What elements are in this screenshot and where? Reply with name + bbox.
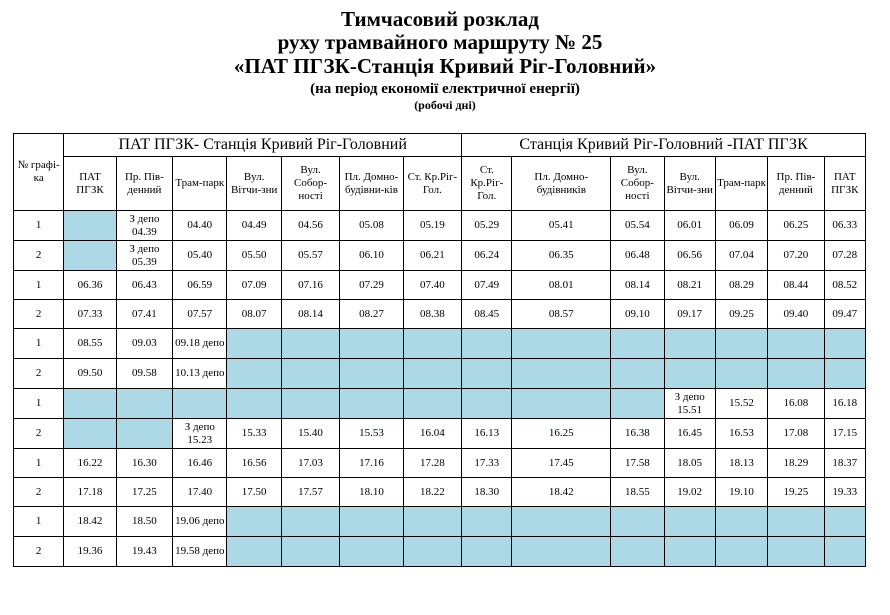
graph-number-cell: 1 xyxy=(14,271,64,300)
stop-header: ПАТ ПГЗК xyxy=(824,157,865,211)
time-cell: 19.43 xyxy=(116,537,172,567)
table-row xyxy=(14,449,866,478)
direction-1-header: ПАТ ПГЗК- Станція Кривий Ріг-Головний xyxy=(64,134,462,157)
time-cell xyxy=(403,537,461,567)
time-cell: 17.40 xyxy=(173,478,227,507)
time-cell: 16.30 xyxy=(116,449,172,478)
time-cell: 08.55 xyxy=(64,329,116,359)
stop-header: Вул. Вітчи-зни xyxy=(664,157,715,211)
title-workdays-note: (робочі дні) xyxy=(414,98,476,112)
time-cell: 17.15 xyxy=(824,419,865,449)
time-cell: 18.55 xyxy=(611,478,664,507)
time-cell xyxy=(227,507,281,537)
time-cell: 06.35 xyxy=(512,241,611,271)
time-cell xyxy=(462,329,512,359)
time-cell xyxy=(462,389,512,419)
time-cell xyxy=(611,537,664,567)
time-cell: 19.25 xyxy=(768,478,824,507)
time-cell: 08.21 xyxy=(664,271,715,300)
time-cell: 08.38 xyxy=(403,300,461,329)
stop-header: Вул. Собор-ності xyxy=(281,157,339,211)
graph-number-cell: 1 xyxy=(14,507,64,537)
time-cell: 07.20 xyxy=(768,241,824,271)
time-cell xyxy=(173,389,227,419)
table-row xyxy=(14,537,866,567)
time-cell xyxy=(281,537,339,567)
time-cell: 05.40 xyxy=(173,241,227,271)
time-cell: 07.09 xyxy=(227,271,281,300)
time-cell xyxy=(116,419,172,449)
time-cell xyxy=(281,389,339,419)
time-cell: 08.01 xyxy=(512,271,611,300)
time-cell: 09.18 депо xyxy=(173,329,227,359)
time-cell: 06.09 xyxy=(715,211,767,241)
stop-header: Вул. Собор-ності xyxy=(611,157,664,211)
table-row xyxy=(14,389,866,419)
time-cell: 17.57 xyxy=(281,478,339,507)
stop-header: Трам-парк xyxy=(173,157,227,211)
time-cell: 16.38 xyxy=(611,419,664,449)
time-cell: 07.29 xyxy=(340,271,403,300)
time-cell: 05.29 xyxy=(462,211,512,241)
table-row xyxy=(14,329,866,359)
time-cell: 17.18 xyxy=(64,478,116,507)
stop-header: Вул. Вітчи-зни xyxy=(227,157,281,211)
time-cell: 09.10 xyxy=(611,300,664,329)
time-cell xyxy=(227,537,281,567)
time-cell xyxy=(403,507,461,537)
time-cell xyxy=(403,389,461,419)
time-cell: 08.14 xyxy=(281,300,339,329)
stop-header: ПАТ ПГЗК xyxy=(64,157,116,211)
time-cell: 06.21 xyxy=(403,241,461,271)
time-cell xyxy=(281,507,339,537)
time-cell xyxy=(64,389,116,419)
time-cell: 08.29 xyxy=(715,271,767,300)
time-cell: 05.50 xyxy=(227,241,281,271)
time-cell: 08.52 xyxy=(824,271,865,300)
time-cell: 18.22 xyxy=(403,478,461,507)
time-cell xyxy=(824,537,865,567)
time-cell: 09.17 xyxy=(664,300,715,329)
time-cell: З депо 15.51 xyxy=(664,389,715,419)
time-cell: 19.10 xyxy=(715,478,767,507)
time-cell: 18.29 xyxy=(768,449,824,478)
time-cell xyxy=(340,507,403,537)
time-cell xyxy=(664,507,715,537)
time-cell xyxy=(611,329,664,359)
time-cell: 16.56 xyxy=(227,449,281,478)
time-cell xyxy=(664,329,715,359)
time-cell: 16.08 xyxy=(768,389,824,419)
table-row xyxy=(14,300,866,329)
time-cell: 07.28 xyxy=(824,241,865,271)
time-cell: 08.27 xyxy=(340,300,403,329)
time-cell xyxy=(715,329,767,359)
time-cell: 08.57 xyxy=(512,300,611,329)
graph-number-cell: 2 xyxy=(14,419,64,449)
time-cell: 07.04 xyxy=(715,241,767,271)
time-cell xyxy=(768,507,824,537)
time-cell: 18.50 xyxy=(116,507,172,537)
table-row xyxy=(14,271,866,300)
time-cell xyxy=(403,359,461,389)
graph-number-cell: 1 xyxy=(14,211,64,241)
table-row xyxy=(14,211,866,241)
time-cell: 05.19 xyxy=(403,211,461,241)
time-cell xyxy=(281,359,339,389)
time-cell: 17.58 xyxy=(611,449,664,478)
time-cell: 06.33 xyxy=(824,211,865,241)
time-cell: 09.03 xyxy=(116,329,172,359)
timetable-heading xyxy=(0,8,890,112)
time-cell: 15.33 xyxy=(227,419,281,449)
time-cell: 04.56 xyxy=(281,211,339,241)
title-line-2: руху трамвайного маршруту № 25 xyxy=(277,30,603,54)
time-cell xyxy=(611,507,664,537)
table-row xyxy=(14,419,866,449)
time-cell: 19.58 депо xyxy=(173,537,227,567)
time-cell: 17.50 xyxy=(227,478,281,507)
time-cell: 17.25 xyxy=(116,478,172,507)
graph-number-cell: 2 xyxy=(14,241,64,271)
time-cell xyxy=(512,507,611,537)
time-cell: 19.36 xyxy=(64,537,116,567)
schedule-body xyxy=(14,211,866,567)
time-cell: 16.22 xyxy=(64,449,116,478)
time-cell: 17.16 xyxy=(340,449,403,478)
time-cell xyxy=(462,537,512,567)
time-cell: 08.14 xyxy=(611,271,664,300)
time-cell: 18.42 xyxy=(64,507,116,537)
time-cell xyxy=(340,537,403,567)
time-cell: 04.49 xyxy=(227,211,281,241)
time-cell xyxy=(715,507,767,537)
graph-number-cell: 1 xyxy=(14,329,64,359)
time-cell xyxy=(462,359,512,389)
time-cell xyxy=(512,329,611,359)
time-cell: 06.48 xyxy=(611,241,664,271)
time-cell: 08.07 xyxy=(227,300,281,329)
time-cell: 04.40 xyxy=(173,211,227,241)
stops-header-row xyxy=(14,157,866,211)
time-cell: 08.45 xyxy=(462,300,512,329)
time-cell: 09.58 xyxy=(116,359,172,389)
time-cell: 07.57 xyxy=(173,300,227,329)
time-cell: 09.25 xyxy=(715,300,767,329)
stop-header: Ст. Кр.Ріг-Гол. xyxy=(462,157,512,211)
time-cell xyxy=(611,389,664,419)
time-cell xyxy=(768,537,824,567)
time-cell xyxy=(340,389,403,419)
time-cell: 16.04 xyxy=(403,419,461,449)
time-cell: 18.05 xyxy=(664,449,715,478)
time-cell xyxy=(664,537,715,567)
title-route-name: «ПАТ ПГЗК-Станція Кривий Ріг-Головний» xyxy=(233,54,657,78)
time-cell: 07.16 xyxy=(281,271,339,300)
graph-number-header: № графі-ка xyxy=(14,134,64,211)
time-cell: 06.56 xyxy=(664,241,715,271)
table-row xyxy=(14,359,866,389)
time-cell xyxy=(611,359,664,389)
graph-number-cell: 2 xyxy=(14,359,64,389)
time-cell: 15.40 xyxy=(281,419,339,449)
time-cell xyxy=(824,507,865,537)
time-cell: 19.33 xyxy=(824,478,865,507)
stop-header: Трам-парк xyxy=(715,157,767,211)
time-cell: 06.59 xyxy=(173,271,227,300)
time-cell xyxy=(824,329,865,359)
time-cell: 15.52 xyxy=(715,389,767,419)
time-cell xyxy=(64,241,116,271)
time-cell: 16.46 xyxy=(173,449,227,478)
time-cell xyxy=(512,389,611,419)
time-cell: 05.41 xyxy=(512,211,611,241)
time-cell: 17.03 xyxy=(281,449,339,478)
time-cell: 06.43 xyxy=(116,271,172,300)
time-cell: 09.50 xyxy=(64,359,116,389)
time-cell: 05.54 xyxy=(611,211,664,241)
table-row xyxy=(14,241,866,271)
graph-number-cell: 2 xyxy=(14,537,64,567)
time-cell: 06.36 xyxy=(64,271,116,300)
time-cell: 06.25 xyxy=(768,211,824,241)
time-cell: 07.40 xyxy=(403,271,461,300)
time-cell: З депо 05.39 xyxy=(116,241,172,271)
time-cell: 06.10 xyxy=(340,241,403,271)
time-cell: З депо 15.23 xyxy=(173,419,227,449)
time-cell xyxy=(768,359,824,389)
time-cell xyxy=(64,419,116,449)
time-cell: З депо 04.39 xyxy=(116,211,172,241)
time-cell: 06.24 xyxy=(462,241,512,271)
time-cell xyxy=(462,507,512,537)
direction-header-row xyxy=(14,134,866,157)
table-row xyxy=(14,478,866,507)
time-cell xyxy=(512,359,611,389)
time-cell: 19.06 депо xyxy=(173,507,227,537)
time-cell xyxy=(227,389,281,419)
time-cell xyxy=(340,359,403,389)
graph-number-cell: 2 xyxy=(14,300,64,329)
time-cell: 16.13 xyxy=(462,419,512,449)
time-cell: 05.08 xyxy=(340,211,403,241)
time-cell: 17.33 xyxy=(462,449,512,478)
time-cell: 18.37 xyxy=(824,449,865,478)
graph-number-cell: 1 xyxy=(14,389,64,419)
time-cell: 09.40 xyxy=(768,300,824,329)
time-cell xyxy=(715,537,767,567)
time-cell: 17.28 xyxy=(403,449,461,478)
graph-number-cell: 2 xyxy=(14,478,64,507)
time-cell: 18.13 xyxy=(715,449,767,478)
stop-header: Пл. Домно-будівників xyxy=(512,157,611,211)
time-cell: 07.41 xyxy=(116,300,172,329)
time-cell xyxy=(227,329,281,359)
time-cell xyxy=(768,329,824,359)
time-cell xyxy=(715,359,767,389)
time-cell: 15.53 xyxy=(340,419,403,449)
time-cell xyxy=(116,389,172,419)
time-cell xyxy=(227,359,281,389)
title-line-1: Тимчасовий розклад xyxy=(341,7,539,31)
time-cell: 16.25 xyxy=(512,419,611,449)
schedule-table xyxy=(13,133,866,567)
time-cell: 18.30 xyxy=(462,478,512,507)
time-cell: 05.57 xyxy=(281,241,339,271)
table-row xyxy=(14,507,866,537)
time-cell: 17.45 xyxy=(512,449,611,478)
stop-header: Пл. Домно-будівни-ків xyxy=(340,157,403,211)
time-cell xyxy=(512,537,611,567)
time-cell xyxy=(403,329,461,359)
direction-2-header: Станція Кривий Ріг-Головний -ПАТ ПГЗК xyxy=(462,134,866,157)
stop-header: Ст. Кр.Ріг-Гол. xyxy=(403,157,461,211)
time-cell: 07.33 xyxy=(64,300,116,329)
time-cell: 16.18 xyxy=(824,389,865,419)
graph-number-cell: 1 xyxy=(14,449,64,478)
time-cell xyxy=(664,359,715,389)
time-cell xyxy=(340,329,403,359)
time-cell: 19.02 xyxy=(664,478,715,507)
stop-header: Пр. Пів-денний xyxy=(116,157,172,211)
time-cell: 18.42 xyxy=(512,478,611,507)
time-cell xyxy=(64,211,116,241)
time-cell: 17.08 xyxy=(768,419,824,449)
time-cell: 09.47 xyxy=(824,300,865,329)
time-cell: 08.44 xyxy=(768,271,824,300)
time-cell xyxy=(281,329,339,359)
time-cell xyxy=(824,359,865,389)
time-cell: 10.13 депо xyxy=(173,359,227,389)
time-cell: 18.10 xyxy=(340,478,403,507)
title-period-note: (на період економії електричної енергії) xyxy=(310,81,580,97)
time-cell: 07.49 xyxy=(462,271,512,300)
time-cell: 06.01 xyxy=(664,211,715,241)
stop-header: Пр. Пів-денний xyxy=(768,157,824,211)
time-cell: 16.53 xyxy=(715,419,767,449)
time-cell: 16.45 xyxy=(664,419,715,449)
